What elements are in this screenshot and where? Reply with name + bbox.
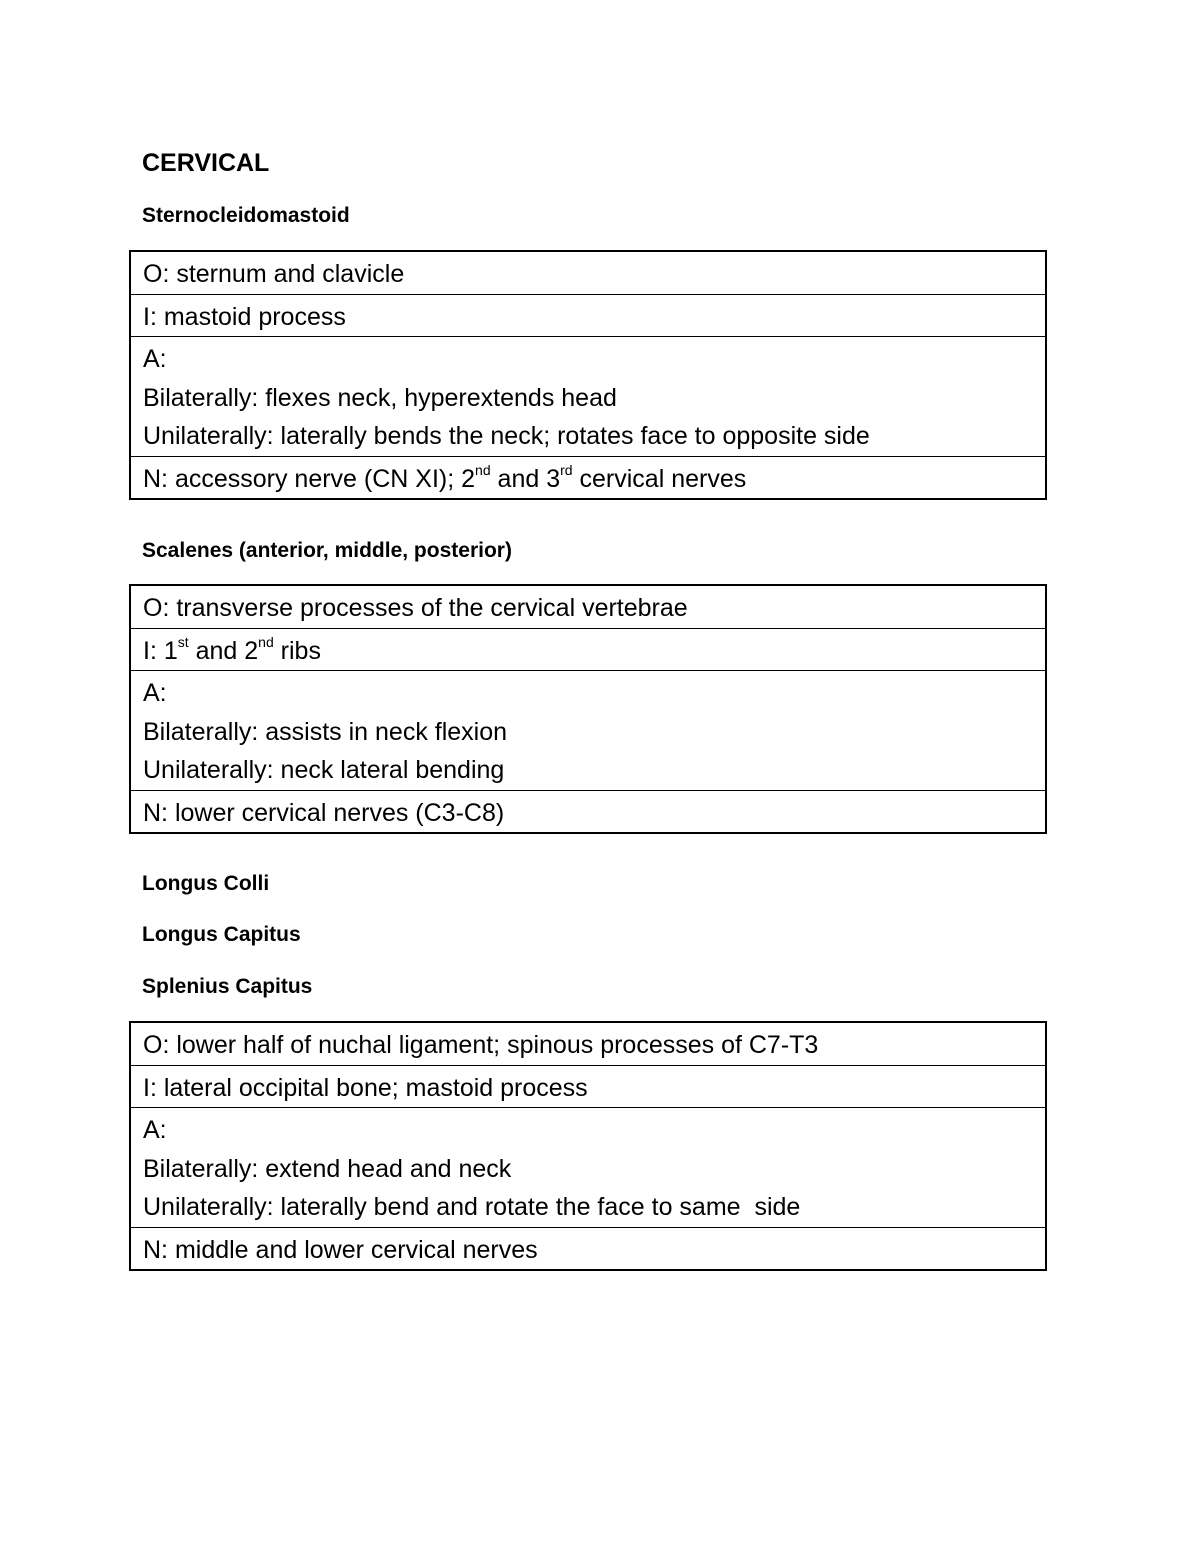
heading-longus-capitus: Longus Capitus <box>142 923 301 946</box>
action-unilateral: Unilaterally: laterally bends the neck; rotates face to opposite side <box>143 422 870 450</box>
heading-splenius-capitus: Splenius Capitus <box>142 975 313 998</box>
origin-row <box>131 252 1045 294</box>
table-sternocleidomastoid <box>129 250 1047 500</box>
insertion-row <box>131 1065 1045 1108</box>
heading-longus-colli: Longus Colli <box>142 872 270 895</box>
table-splenius-capitus <box>129 1021 1047 1271</box>
origin-text: O: transverse processes of the cervical vertebrae <box>143 594 688 622</box>
action-unilateral: Unilaterally: laterally bend and rotate the face to same side <box>143 1193 801 1221</box>
insertion-text: I: mastoid process <box>143 302 346 331</box>
heading-sternocleidomastoid: Sternocleidomastoid <box>142 204 350 227</box>
origin-text: O: lower half of nuchal ligament; spinous processes of C7-T3 <box>143 1031 819 1059</box>
insertion-row <box>131 628 1045 671</box>
action-label: A: <box>143 345 167 373</box>
action-bilateral: Bilaterally: flexes neck, hyperextends head <box>143 383 617 412</box>
nerve-ordinal-1: nd <box>475 462 491 479</box>
nerve-prefix: N: accessory nerve (CN XI); 2 <box>143 464 476 493</box>
action-label: A: <box>143 1116 167 1144</box>
origin-row <box>131 1023 1045 1065</box>
insertion-text <box>143 632 1033 671</box>
insertion-suffix: ribs <box>273 636 321 665</box>
insertion-ordinal-2: nd <box>258 634 274 651</box>
action-row <box>131 1107 1045 1227</box>
action-row <box>131 670 1045 790</box>
origin-row <box>131 586 1045 628</box>
action-bilateral: Bilaterally: extend head and neck <box>143 1154 512 1183</box>
action-row <box>131 336 1045 456</box>
table-scalenes <box>129 584 1047 834</box>
insertion-row <box>131 294 1045 337</box>
nerve-row <box>131 456 1045 499</box>
origin-text: O: sternum and clavicle <box>143 260 405 288</box>
nerve-row <box>131 1227 1045 1270</box>
nerve-mid: and 3 <box>490 464 561 493</box>
insertion-ordinal-1: st <box>177 634 189 651</box>
insertion-mid: and 2 <box>188 636 259 665</box>
nerve-suffix: cervical nerves <box>572 464 747 493</box>
action-label: A: <box>143 679 167 707</box>
action-unilateral: Unilaterally: neck lateral bending <box>143 756 505 784</box>
nerve-text: N: lower cervical nerves (C3-C8) <box>143 798 505 827</box>
nerve-text <box>143 460 1033 499</box>
nerve-ordinal-2: rd <box>560 462 573 479</box>
page-title: CERVICAL <box>142 149 270 177</box>
heading-scalenes: Scalenes (anterior, middle, posterior) <box>142 539 512 562</box>
nerve-text: N: middle and lower cervical nerves <box>143 1235 538 1264</box>
insertion-prefix: I: 1 <box>143 636 178 665</box>
insertion-text: I: lateral occipital bone; mastoid process <box>143 1073 588 1102</box>
action-bilateral: Bilaterally: assists in neck flexion <box>143 717 508 746</box>
nerve-row <box>131 790 1045 833</box>
